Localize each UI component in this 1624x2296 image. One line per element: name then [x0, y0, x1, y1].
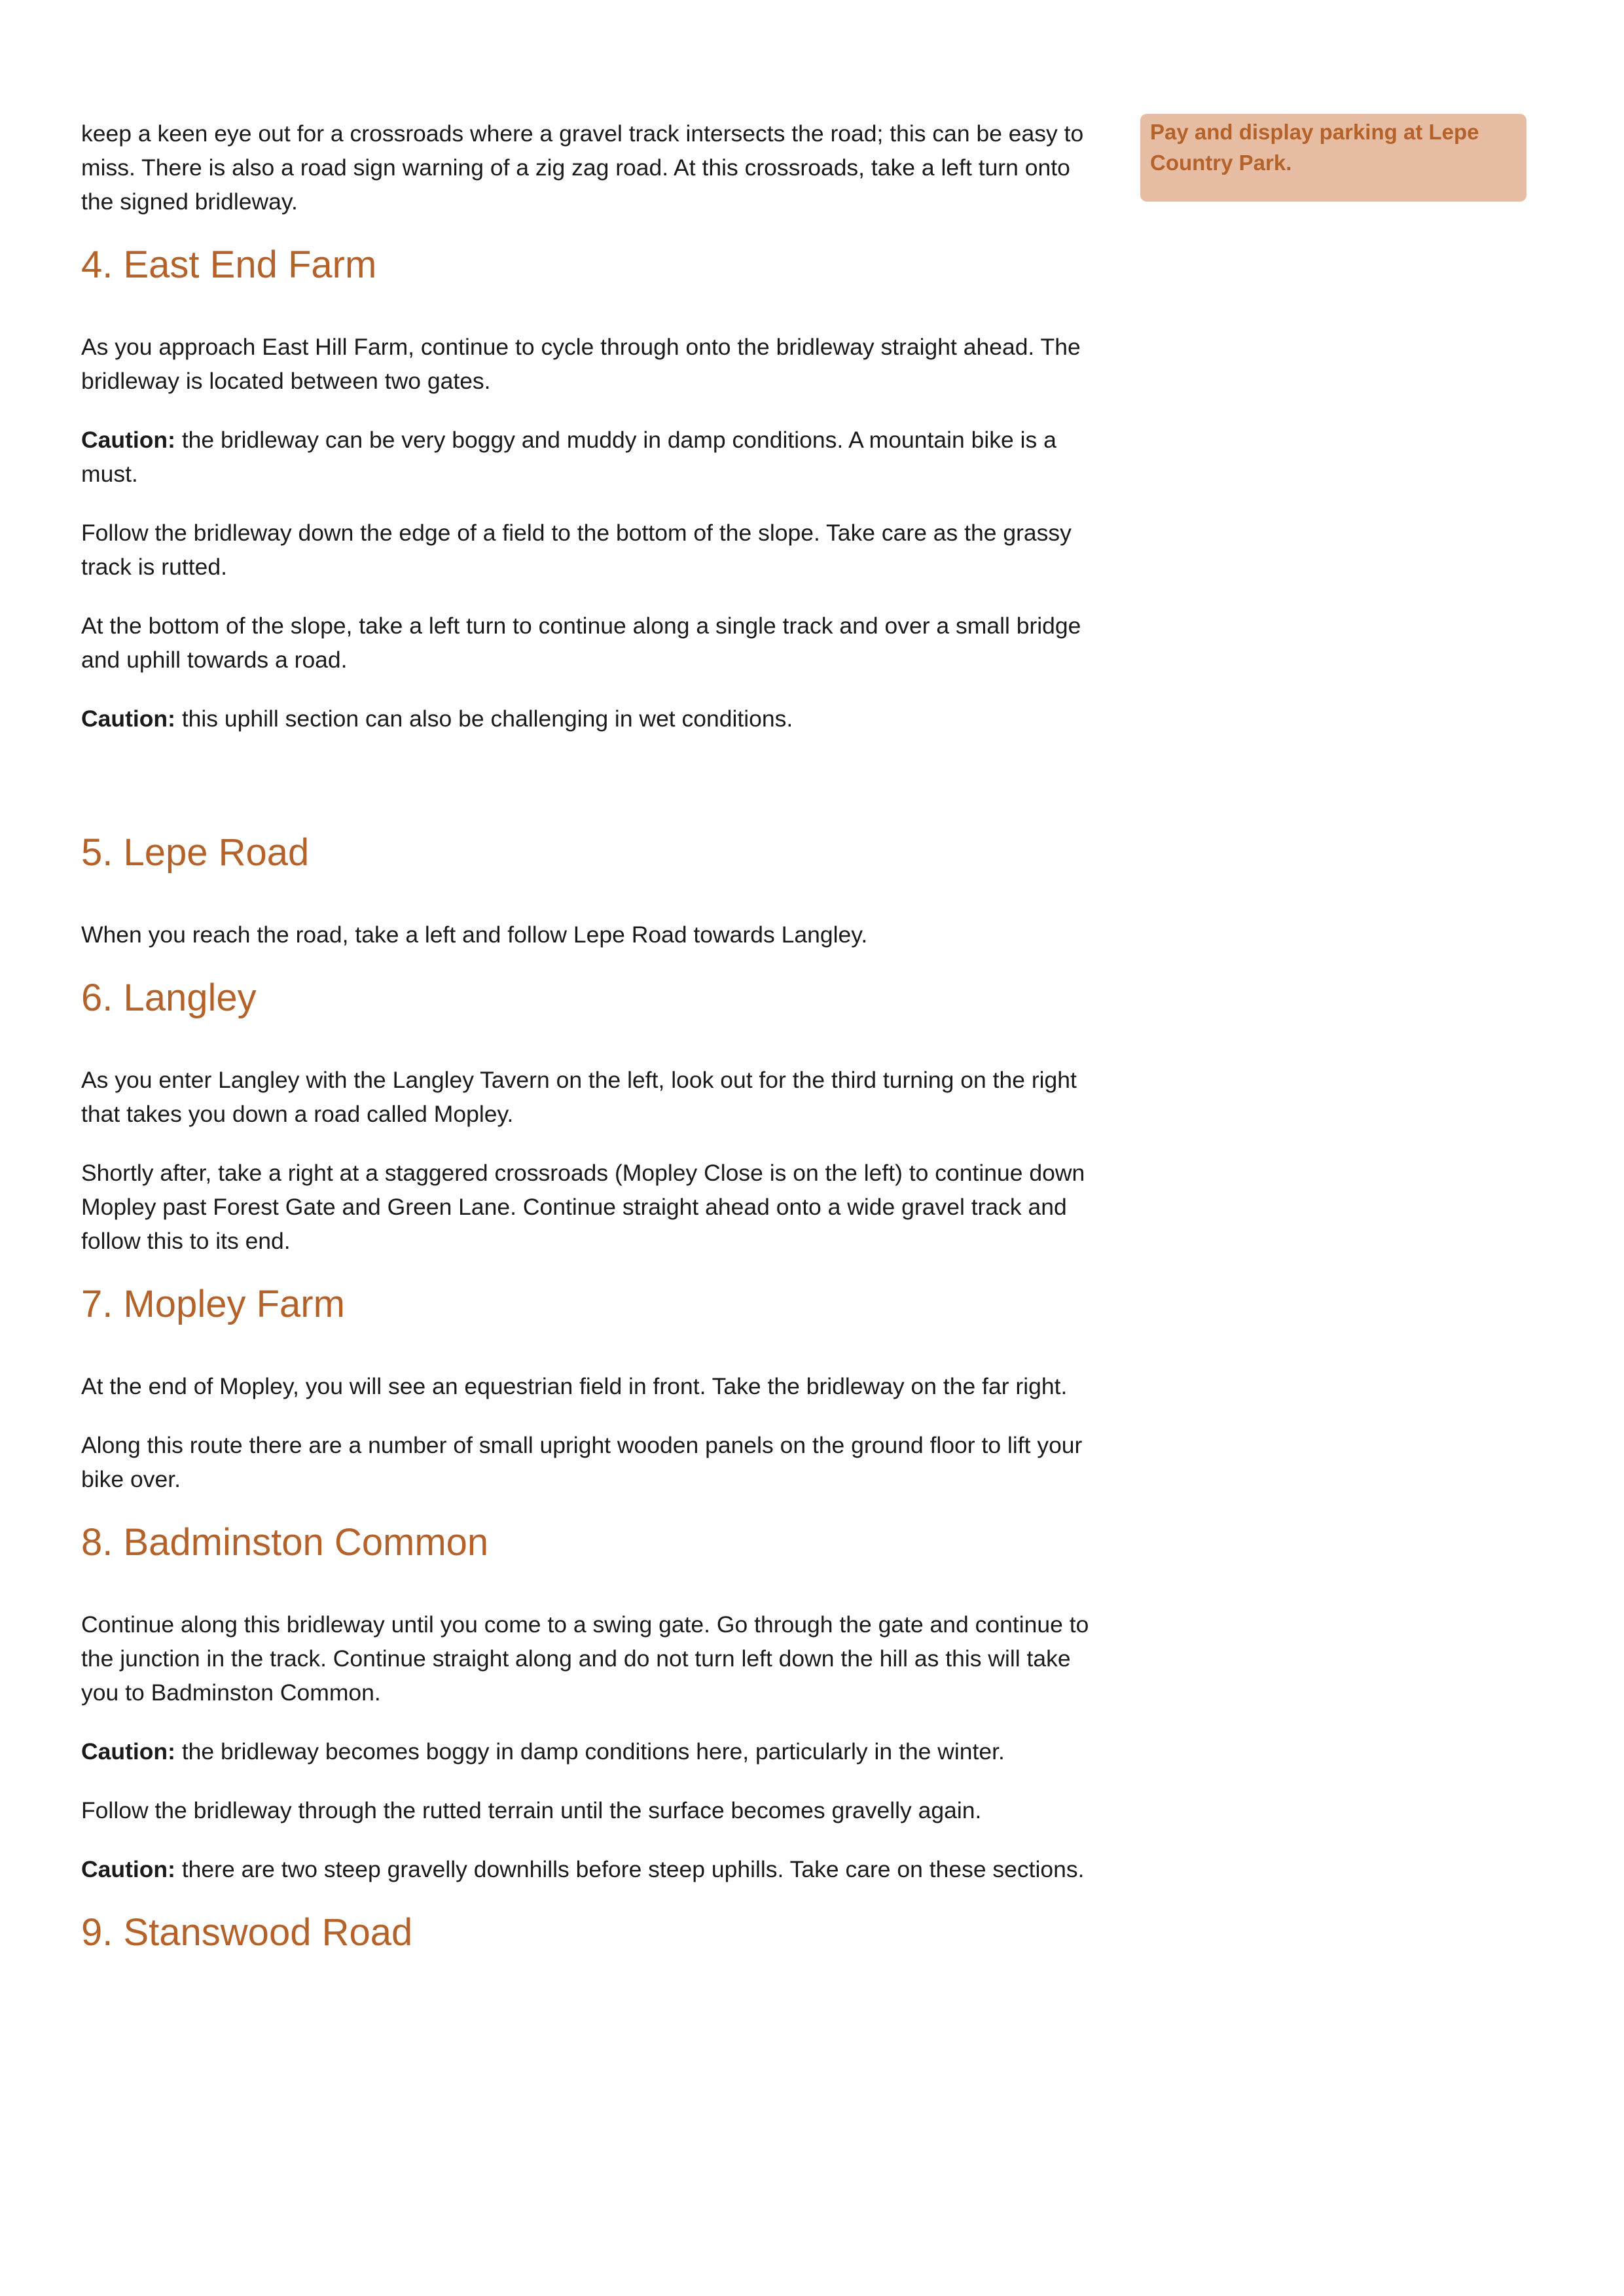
- caution-label: Caution:: [81, 706, 175, 732]
- heading-mopley-farm: 7. Mopley Farm: [81, 1283, 345, 1325]
- caution-paragraph: [81, 423, 1102, 491]
- paragraph: Along this route there are a number of small upright wooden panels on the ground floor to lift your bike over.: [81, 1432, 1083, 1492]
- parking-note-text: Pay and display parking at Lepe Country Park.: [1150, 120, 1479, 175]
- paragraph: Follow the bridleway through the rutted terrain until the surface becomes gravelly again.: [81, 1797, 982, 1823]
- paragraph: As you enter Langley with the Langley Tavern on the left, look out for the third turning on the right that takes you down a road called Mopley.: [81, 1067, 1077, 1127]
- paragraph: Continue along this bridleway until you come to a swing gate. Go through the gate and continue to the junction in the track. Continue straight along and do not turn left down the hill as this will take you to Badminston Common.: [81, 1611, 1089, 1706]
- caution-text: the bridleway can be very boggy and muddy in damp conditions. A mountain bike is a must.: [81, 427, 1056, 487]
- paragraph: At the end of Mopley, you will see an equestrian field in front. Take the bridleway on the far right.: [81, 1373, 1068, 1399]
- caution-label: Caution:: [81, 1856, 175, 1882]
- heading-langley: 6. Langley: [81, 977, 257, 1019]
- paragraph: Shortly after, take a right at a staggered crossroads (Mopley Close is on the left) to continue down Mopley past Forest Gate and Green Lane. Continue straight ahead onto a wide gravel track and follow this to its end.: [81, 1160, 1085, 1254]
- intro-paragraph: keep a keen eye out for a crossroads where a gravel track intersects the road; this can be easy to miss. There is also a road sign warning of a zig zag road. At this crossroads, take a left turn onto the signed bridleway.: [81, 120, 1084, 215]
- parking-note-box: [1140, 114, 1526, 202]
- heading-badminston-common: 8. Badminston Common: [81, 1521, 489, 1564]
- caution-label: Caution:: [81, 427, 175, 453]
- caution-paragraph: [81, 702, 1102, 736]
- heading-lepe-road: 5. Lepe Road: [81, 831, 310, 874]
- caution-text: there are two steep gravelly downhills before steep uphills. Take care on these sections.: [175, 1856, 1085, 1882]
- caution-label: Caution:: [81, 1738, 175, 1765]
- heading-east-end-farm: 4. East End Farm: [81, 243, 377, 286]
- route-directions: [81, 117, 1102, 1956]
- caution-paragraph: [81, 1852, 1102, 1886]
- caution-text: this uphill section can also be challenging in wet conditions.: [175, 706, 793, 732]
- caution-text: the bridleway becomes boggy in damp conditions here, particularly in the winter.: [175, 1738, 1005, 1765]
- paragraph: When you reach the road, take a left and follow Lepe Road towards Langley.: [81, 922, 868, 948]
- paragraph: As you approach East Hill Farm, continue to cycle through onto the bridleway straight ahead. The bridleway is located between two gates.: [81, 334, 1081, 394]
- caution-paragraph: [81, 1734, 1102, 1768]
- heading-stanswood-road: 9. Stanswood Road: [81, 1911, 413, 1954]
- paragraph: Follow the bridleway down the edge of a field to the bottom of the slope. Take care as the grassy track is rutted.: [81, 520, 1072, 580]
- paragraph: At the bottom of the slope, take a left turn to continue along a single track and over a small bridge and uphill towards a road.: [81, 613, 1081, 673]
